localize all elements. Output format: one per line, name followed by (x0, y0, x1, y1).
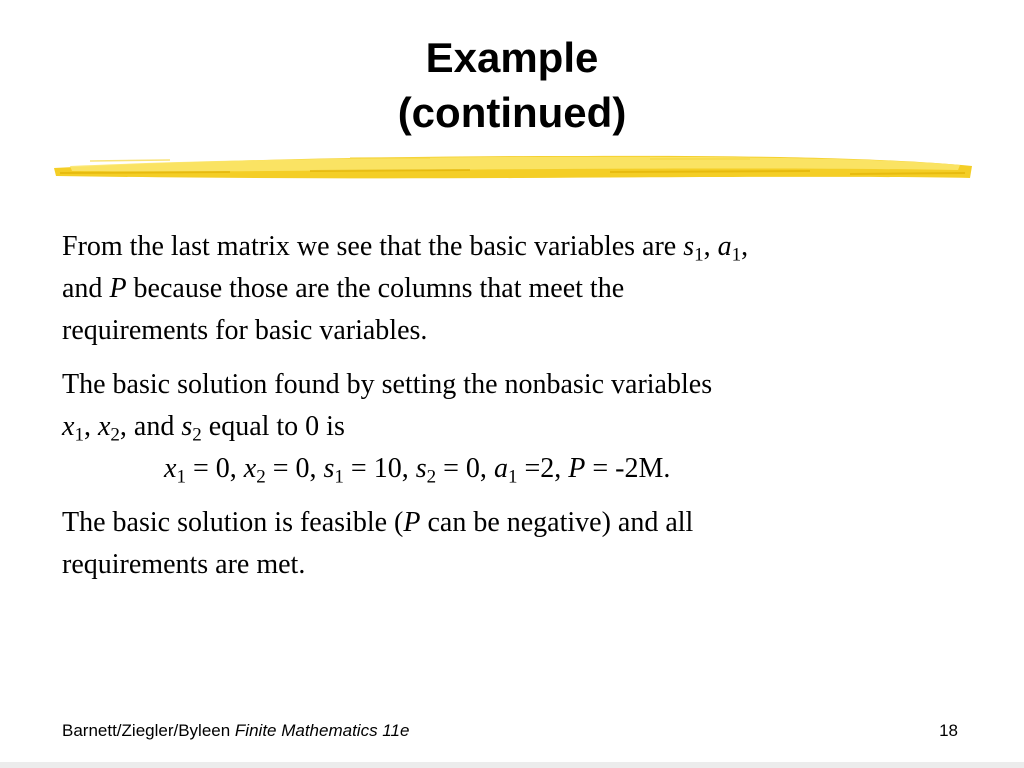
footer-book-title: Finite Mathematics 11e (234, 721, 410, 740)
text-fragment: , (741, 231, 749, 262)
text-fragment: , (703, 231, 718, 262)
title-line-1: Example (425, 34, 599, 81)
eq-fragment: = 0, (185, 453, 244, 484)
subscript: 1 (507, 466, 518, 488)
slide-body (62, 226, 962, 586)
var-s: s (181, 411, 193, 442)
subscript: 1 (334, 466, 344, 488)
var-s: s (683, 231, 695, 262)
page-number: 18 (939, 721, 958, 740)
eq-fragment: = -2M. (585, 453, 671, 484)
subscript: 1 (74, 424, 84, 446)
text-fragment: The basic solution found by setting the nonbasic variables (62, 369, 713, 400)
text-fragment: , and (119, 411, 182, 442)
subscript: 2 (256, 466, 266, 488)
text-fragment: The basic solution is feasible ( (62, 507, 404, 538)
eq-fragment: = 0, (265, 453, 324, 484)
subscript: 1 (176, 466, 186, 488)
paragraph-basic-variables (62, 226, 962, 352)
text-fragment: requirements for basic variables. (62, 315, 428, 346)
var-s: s (415, 453, 427, 484)
footer-authors: Barnett/Ziegler/Byleen (62, 721, 235, 740)
var-s: s (323, 453, 335, 484)
text-fragment: and (62, 273, 110, 304)
var-x: x (164, 453, 177, 484)
text-fragment: equal to 0 is (201, 411, 345, 442)
var-P: P (568, 453, 586, 484)
var-a: a (493, 453, 508, 484)
paragraph-feasibility (62, 502, 962, 586)
eq-fragment: =2, (517, 453, 569, 484)
title-line-2: (continued) (397, 89, 627, 136)
var-x: x (62, 411, 75, 442)
text-fragment: From the last matrix we see that the basic variables are (62, 231, 684, 262)
var-P: P (109, 273, 127, 304)
var-a: a (717, 231, 732, 262)
var-x: x (97, 411, 111, 442)
solution-equation (62, 453, 671, 488)
subscript: 1 (731, 244, 742, 266)
footer-citation (62, 721, 409, 741)
eq-fragment: = 10, (343, 453, 416, 484)
text-fragment: requirements are met. (62, 549, 306, 580)
text-fragment: because those are the columns that meet the (126, 273, 625, 304)
text-fragment: can be negative) and all (420, 507, 694, 538)
subscript: 2 (110, 424, 120, 446)
text-fragment: , (83, 411, 98, 442)
subscript: 1 (694, 244, 704, 266)
subscript: 2 (426, 466, 437, 488)
bottom-band-decoration (0, 762, 1024, 768)
highlighter-stroke-decoration (50, 146, 976, 186)
eq-fragment: = 0, (436, 453, 494, 484)
var-x: x (243, 453, 257, 484)
subscript: 2 (192, 424, 202, 446)
paragraph-basic-solution (62, 364, 962, 490)
slide-title (0, 30, 1024, 140)
var-P: P (403, 507, 421, 538)
